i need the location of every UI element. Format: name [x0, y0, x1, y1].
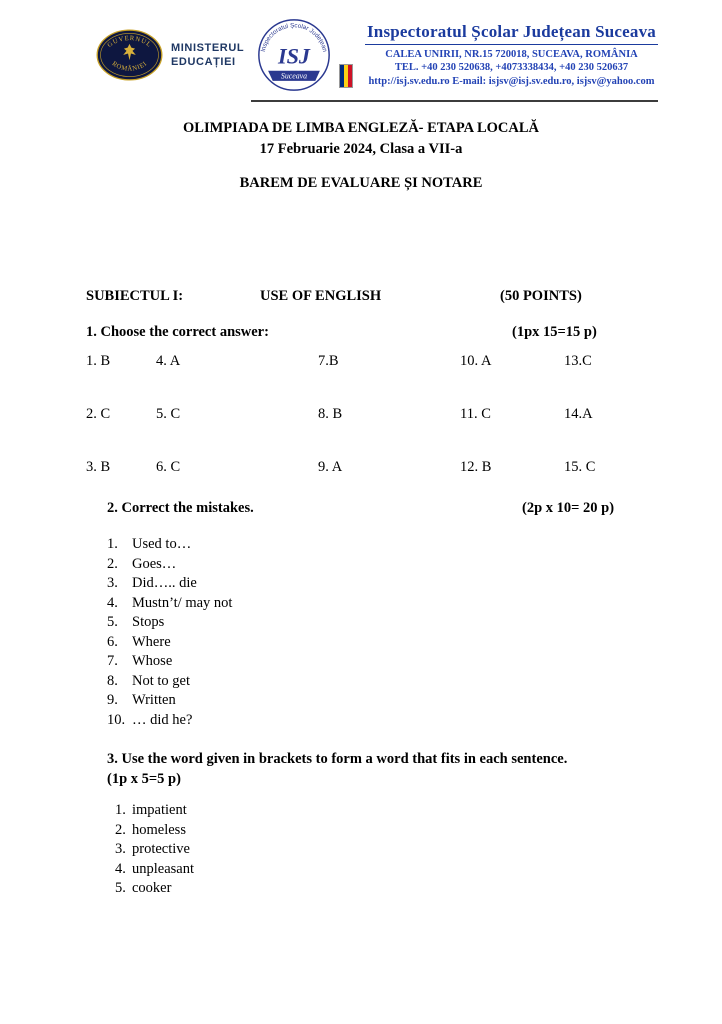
list-item	[115, 821, 636, 841]
item-number: 3.	[115, 841, 126, 857]
item-text: Stops	[132, 614, 165, 630]
answer-cell: 3. B	[86, 459, 111, 475]
list-item	[115, 801, 636, 821]
item-text: Did….. die	[132, 575, 197, 591]
letterhead-contact-block	[361, 22, 658, 89]
list-item	[107, 652, 636, 672]
answer-cell: 14.A	[564, 406, 593, 422]
header-divider	[365, 44, 658, 45]
list-item	[115, 879, 636, 899]
mistake-answers-list	[107, 535, 636, 730]
list-item	[115, 840, 636, 860]
section1-heading: 1. Choose the correct answer:	[86, 324, 269, 340]
section2	[86, 500, 636, 730]
answer-cell: 10. A	[460, 353, 492, 369]
answer-cell: 9. A	[318, 459, 343, 475]
item-number: 3.	[107, 575, 118, 591]
item-number: 5.	[107, 614, 118, 630]
answer-key-grid	[86, 351, 636, 478]
list-item	[115, 860, 636, 880]
answer-row	[86, 457, 636, 478]
section1-heading-row	[86, 324, 636, 341]
item-text: Goes…	[132, 555, 177, 572]
gov-logo-bottom-text: ROMÂNIEI	[110, 60, 149, 73]
isj-suceava-logo	[257, 18, 331, 92]
item-number: 8.	[107, 672, 118, 689]
item-number: 6.	[107, 633, 118, 650]
item-text: Used to…	[132, 536, 192, 552]
answer-cell: 7.B	[318, 353, 339, 369]
letterhead	[96, 18, 658, 102]
answer-cell: 8. B	[318, 406, 343, 422]
olympiad-date-class: 17 Februarie 2024, Clasa a VII-a	[259, 141, 463, 157]
section3-heading-points: (1p x 5=5 p)	[107, 770, 181, 787]
subject-points: (50 POINTS)	[500, 288, 582, 304]
organization-web-email: http://isj.sv.edu.ro E-mail: isjsv@isj.sv.edu.ro, isjsv@yahoo.com	[368, 75, 655, 87]
item-text: protective	[132, 841, 190, 857]
answer-row	[86, 351, 636, 372]
section3-heading-line1: 3. Use the word given in brackets to form a word that fits in each sentence.	[107, 751, 568, 767]
letterhead-bottom-rule	[251, 100, 658, 102]
item-number: 5.	[115, 880, 126, 896]
item-text: Mustn’t/ may not	[132, 594, 233, 611]
answer-cell: 4. A	[156, 353, 181, 369]
item-number: 4.	[115, 860, 126, 877]
document-title-block	[0, 118, 722, 194]
gov-logo-top-text: GUVERNUL	[106, 35, 153, 50]
item-text: unpleasant	[132, 860, 195, 877]
item-number: 4.	[107, 594, 118, 611]
olympiad-title: OLIMPIADA DE LIMBA ENGLEZĂ- ETAPA LOCALĂ	[183, 120, 539, 136]
item-text: Not to get	[132, 672, 190, 689]
item-number: 1.	[107, 536, 118, 552]
flag-stripe-red	[348, 65, 352, 87]
subject-heading-row	[86, 288, 636, 305]
word-formation-answers-list	[107, 801, 636, 899]
ministry-name	[171, 41, 249, 69]
answer-cell: 6. C	[156, 459, 181, 475]
subject-label: SUBIECTUL I:	[86, 288, 184, 304]
list-item	[107, 672, 636, 692]
ministry-line1: MINISTERUL	[171, 42, 245, 54]
item-number: 10.	[107, 711, 126, 728]
isj-logo-ring-text: Inspectoratul Școlar Județean	[259, 22, 329, 53]
list-item	[107, 574, 636, 594]
organization-address: CALEA UNIRII, NR.15 720018, SUCEAVA, ROMÂNIA	[385, 48, 638, 60]
list-item	[107, 613, 636, 633]
answer-cell: 11. C	[460, 406, 491, 422]
list-item	[107, 691, 636, 711]
organization-phone: TEL. +40 230 520638, +4073338434, +40 230 520637	[394, 62, 629, 74]
list-item	[107, 633, 636, 653]
answer-cell: 5. C	[156, 406, 181, 422]
item-text: Whose	[132, 653, 173, 669]
item-number: 2.	[107, 555, 118, 572]
government-of-romania-logo	[96, 29, 163, 81]
list-item	[107, 594, 636, 614]
barem-title: BAREM DE EVALUARE ȘI NOTARE	[239, 175, 483, 191]
item-number: 9.	[107, 692, 118, 708]
item-number: 2.	[115, 821, 126, 838]
item-number: 1.	[115, 802, 126, 818]
item-text: impatient	[132, 802, 187, 818]
answer-cell: 13.C	[564, 353, 592, 369]
answer-cell: 2. C	[86, 406, 111, 422]
document-body	[86, 288, 636, 899]
item-text: … did he?	[132, 711, 193, 728]
section2-heading: 2. Correct the mistakes.	[107, 500, 254, 516]
item-text: homeless	[132, 821, 186, 838]
answer-row	[86, 404, 636, 425]
isj-logo-initials: ISJ	[277, 43, 311, 69]
answer-cell: 15. C	[564, 459, 596, 475]
item-text: Written	[132, 692, 176, 708]
answer-cell: 1. B	[86, 353, 111, 369]
list-item	[107, 711, 636, 731]
isj-logo-banner-text: Suceava	[280, 71, 308, 81]
organization-name: Inspectoratul Școlar Județean Suceava	[366, 21, 656, 41]
item-number: 7.	[107, 653, 118, 669]
item-text: cooker	[132, 880, 172, 896]
list-item	[107, 555, 636, 575]
answer-cell: 12. B	[460, 459, 492, 475]
subject-name: USE OF ENGLISH	[260, 288, 382, 304]
section3	[86, 750, 636, 899]
section3-heading	[107, 750, 636, 789]
section1-points: (1px 15=15 p)	[512, 324, 597, 340]
section2-points: (2p x 10= 20 p)	[522, 500, 615, 516]
list-item	[107, 535, 636, 555]
item-text: Where	[132, 633, 171, 650]
romanian-flag-icon	[339, 64, 353, 88]
section2-heading-row	[107, 500, 636, 517]
ministry-line2: EDUCAȚIEI	[171, 56, 236, 68]
